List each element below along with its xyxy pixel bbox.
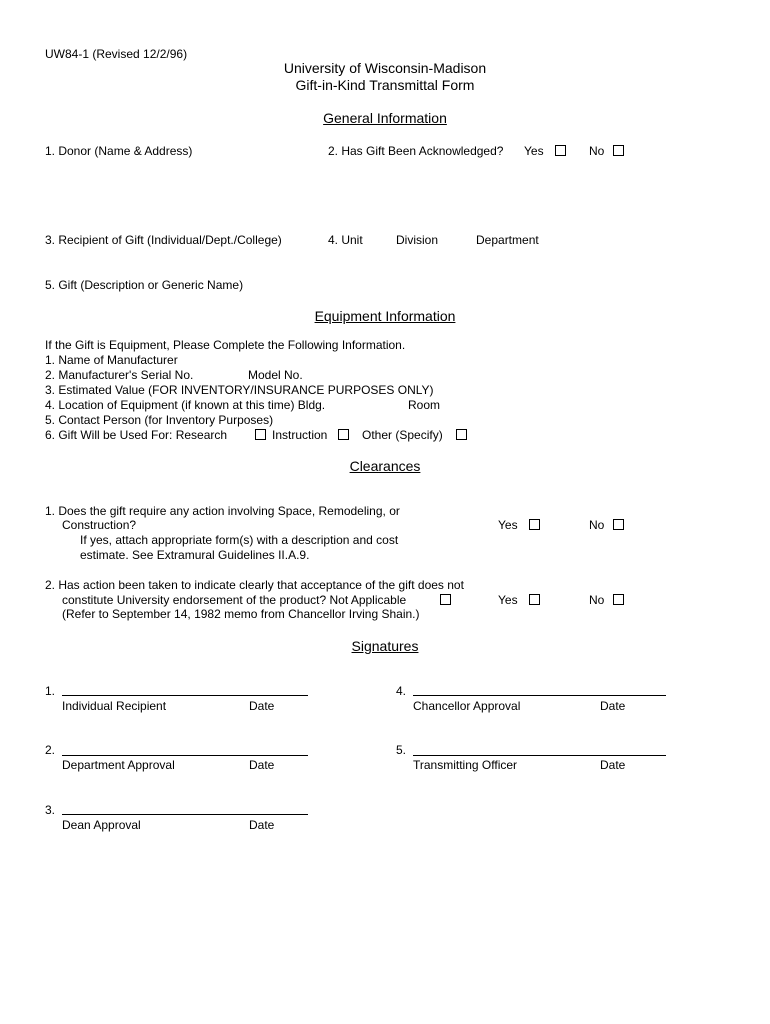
- division-label: Division: [396, 233, 439, 247]
- equipment-intro: If the Gift is Equipment, Please Complete the Following Information.: [45, 338, 406, 352]
- signature-3-label: Dean Approval: [62, 818, 141, 832]
- clearance-q2-yes-checkbox[interactable]: [529, 594, 540, 605]
- signature-4-date-label: Date: [600, 699, 626, 713]
- signature-5-date-label: Date: [600, 758, 626, 772]
- use-research-checkbox[interactable]: [255, 429, 266, 440]
- signature-5-line[interactable]: [413, 755, 666, 756]
- signature-2-label: Department Approval: [62, 758, 175, 772]
- clearance-q1-line4: estimate. See Extramural Guidelines II.A.9.: [80, 548, 310, 562]
- department-label: Department: [476, 233, 539, 247]
- clearance-q2-line2: constitute University endorsement of the product? Not Applicable: [62, 593, 407, 607]
- unit-label: 4. Unit: [328, 233, 363, 247]
- signature-2-number: 2.: [45, 743, 56, 757]
- clearance-q1-line2: Construction?: [62, 518, 137, 532]
- use-instruction-label: Instruction: [272, 428, 328, 442]
- section-general-information: General Information: [323, 110, 447, 126]
- signature-2-date-label: Date: [249, 758, 275, 772]
- signature-4-label: Chancellor Approval: [413, 699, 521, 713]
- signature-4-line[interactable]: [413, 695, 666, 696]
- section-clearances: Clearances: [349, 458, 421, 474]
- use-other-label: Other (Specify): [362, 428, 443, 442]
- gift-description-label: 5. Gift (Description or Generic Name): [45, 278, 244, 292]
- clearance-q1-line1: 1. Does the gift require any action involving Space, Remodeling, or: [45, 504, 400, 518]
- manufacturer-label: 1. Name of Manufacturer: [45, 353, 178, 367]
- clearance-q2-not-applicable-checkbox[interactable]: [440, 594, 451, 605]
- clearance-q1-no-label: No: [589, 518, 605, 532]
- use-instruction-checkbox[interactable]: [338, 429, 349, 440]
- clearance-q2-line1: 2. Has action been taken to indicate clearly that acceptance of the gift does not: [45, 578, 464, 592]
- acknowledged-question: 2. Has Gift Been Acknowledged?: [328, 144, 504, 158]
- clearance-q2-line3: (Refer to September 14, 1982 memo from Chancellor Irving Shain.): [62, 607, 420, 621]
- location-building-label: 4. Location of Equipment (if known at this time) Bldg.: [45, 398, 326, 412]
- clearance-q1-yes-checkbox[interactable]: [529, 519, 540, 530]
- use-other-checkbox[interactable]: [456, 429, 467, 440]
- signature-2-line[interactable]: [62, 755, 308, 756]
- signature-1-date-label: Date: [249, 699, 275, 713]
- donor-label: 1. Donor (Name & Address): [45, 144, 193, 158]
- signature-3-line[interactable]: [62, 814, 308, 815]
- signature-1-number: 1.: [45, 684, 56, 698]
- signature-5-number: 5.: [396, 743, 407, 757]
- signature-5-label: Transmitting Officer: [413, 758, 518, 772]
- clearance-q2-no-label: No: [589, 593, 605, 607]
- signature-3-date-label: Date: [249, 818, 275, 832]
- signature-1-line[interactable]: [62, 695, 308, 696]
- clearance-q2-no-checkbox[interactable]: [613, 594, 624, 605]
- form-title-university: University of Wisconsin-Madison: [283, 60, 487, 76]
- signature-3-number: 3.: [45, 803, 56, 817]
- form-id: UW84-1 (Revised 12/2/96): [45, 47, 188, 61]
- gift-use-label: 6. Gift Will be Used For: Research: [45, 428, 228, 442]
- acknowledged-yes-label: Yes: [524, 144, 544, 158]
- acknowledged-yes-checkbox[interactable]: [555, 145, 566, 156]
- clearance-q1-yes-label: Yes: [498, 518, 518, 532]
- recipient-label: 3. Recipient of Gift (Individual/Dept./College): [45, 233, 282, 247]
- clearance-q2-yes-label: Yes: [498, 593, 518, 607]
- serial-number-label: 2. Manufacturer's Serial No.: [45, 368, 194, 382]
- acknowledged-no-label: No: [589, 144, 605, 158]
- location-room-label: Room: [408, 398, 441, 412]
- clearance-q1-line3: If yes, attach appropriate form(s) with a description and cost: [80, 533, 399, 547]
- form-title: Gift-in-Kind Transmittal Form: [295, 77, 475, 93]
- model-number-label: Model No.: [248, 368, 303, 382]
- estimated-value-label: 3. Estimated Value (FOR INVENTORY/INSURANCE PURPOSES ONLY): [45, 383, 434, 397]
- section-signatures: Signatures: [351, 638, 419, 654]
- section-equipment-information: Equipment Information: [314, 308, 456, 324]
- contact-person-label: 5. Contact Person (for Inventory Purposes): [45, 413, 274, 427]
- signature-1-label: Individual Recipient: [62, 699, 167, 713]
- clearance-q1-no-checkbox[interactable]: [613, 519, 624, 530]
- signature-4-number: 4.: [396, 684, 407, 698]
- acknowledged-no-checkbox[interactable]: [613, 145, 624, 156]
